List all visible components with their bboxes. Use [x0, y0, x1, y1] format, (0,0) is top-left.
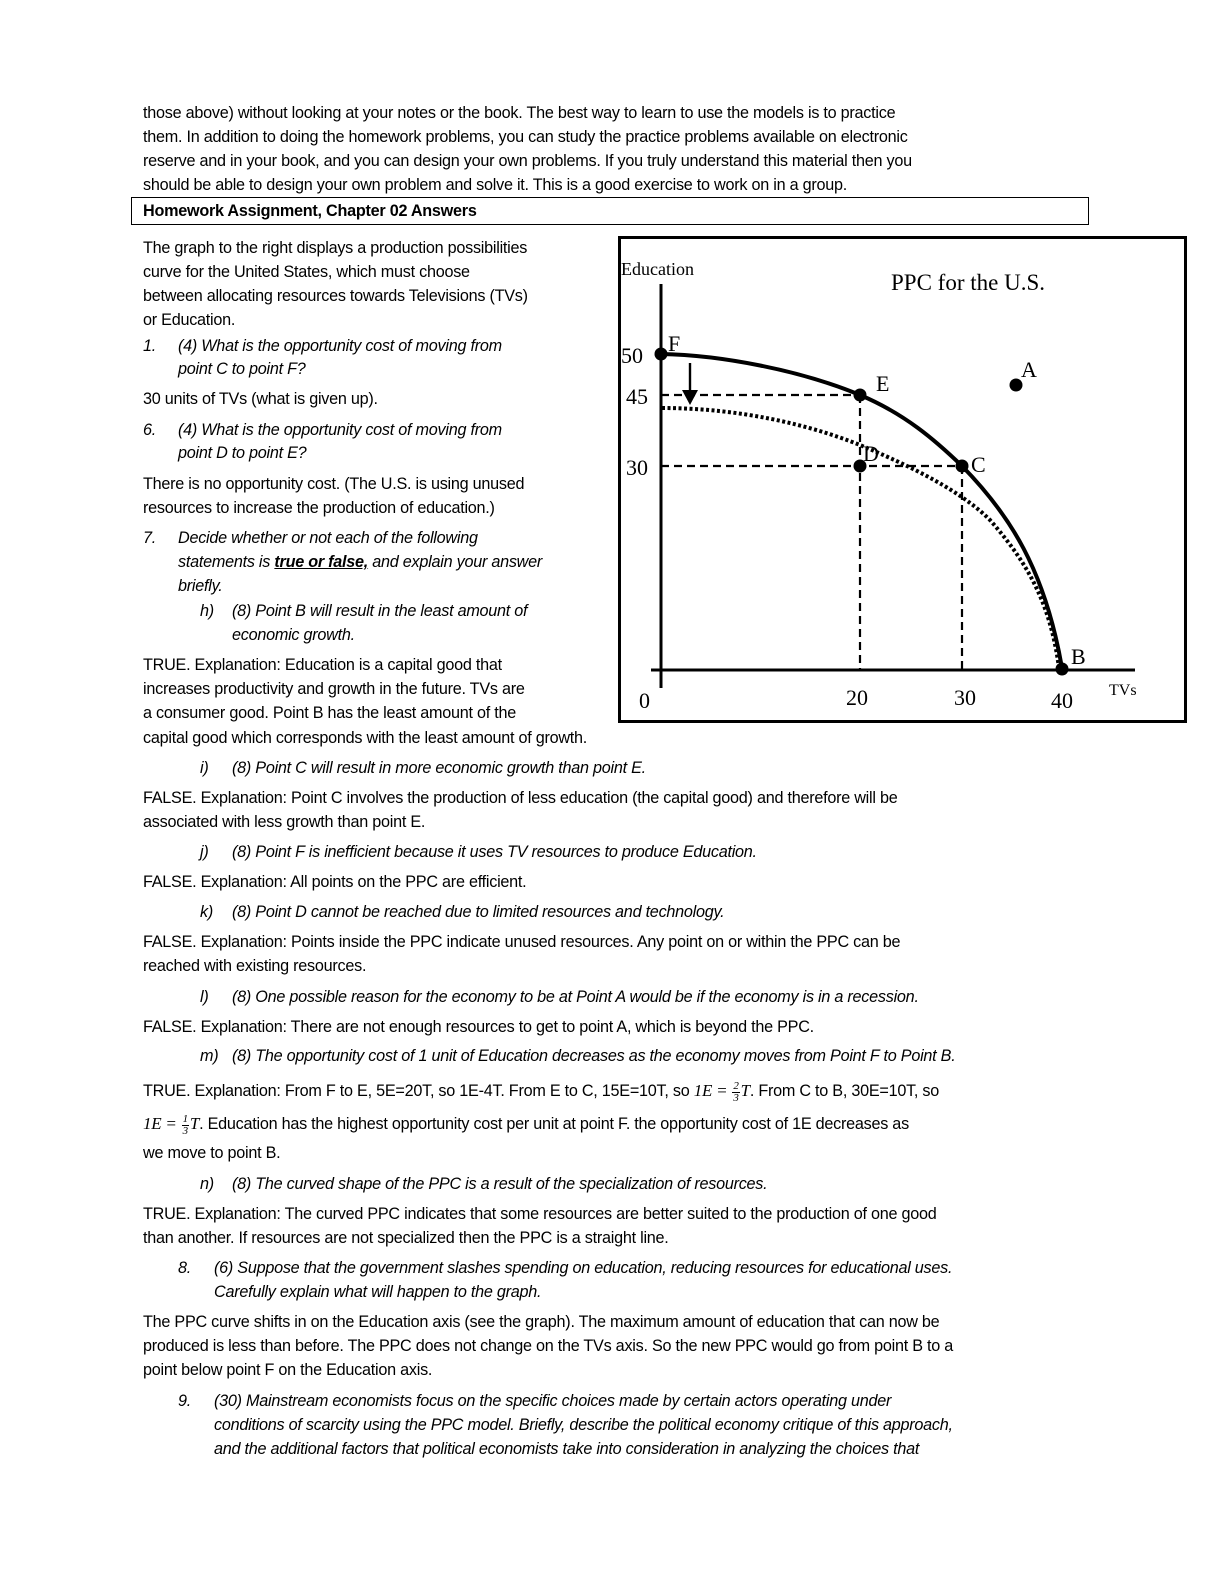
math-lhs: 1E =	[693, 1081, 728, 1100]
intro-line: reserve and in your book, and you can design your own problems. If you truly understand this material then you	[143, 152, 912, 170]
question-j: (8) Point F is inefficient because it uses TV resources to produce Education.	[232, 843, 757, 861]
intro-line: them. In addition to doing the homework problems, you can study the practice problems available on electronic	[143, 128, 908, 146]
answer-m-text: TRUE. Explanation: From F to E, 5E=20T, so 1E-4T. From E to C, 15E=10T, so	[143, 1082, 694, 1100]
question-number: l)	[200, 988, 209, 1006]
point-label-e: E	[876, 371, 890, 396]
x-tick-0: 0	[639, 688, 650, 713]
question-9: conditions of scarcity using the PPC model. Briefly, describe the political economy critique of this approach,	[214, 1416, 953, 1434]
answer-h: capital good which corresponds with the least amount of growth.	[143, 729, 588, 747]
answer-m-text: . From C to B, 30E=10T, so	[749, 1082, 940, 1100]
question-9: (30) Mainstream economists focus on the specific choices made by certain actors operating under	[214, 1392, 892, 1410]
chart-title: PPC for the U.S.	[891, 270, 1045, 295]
section-header	[131, 197, 1089, 225]
intro-line: those above) without looking at your notes or the book. The best way to learn to use the models is to practice	[143, 104, 896, 122]
x-axis-label: TVs	[1109, 682, 1137, 699]
answer-h: TRUE. Explanation: Education is a capital good that	[143, 656, 502, 674]
math-rhs: T	[189, 1114, 200, 1133]
y-tick-30: 30	[626, 455, 648, 480]
answer-m	[143, 1079, 939, 1104]
question-i: (8) Point C will result in more economic growth than point E.	[232, 759, 646, 777]
answer-j: FALSE. Explanation: All points on the PPC are efficient.	[143, 873, 527, 891]
point-label-d: D	[863, 441, 879, 466]
question-8: (6) Suppose that the government slashes spending on education, reducing resources for educational uses.	[214, 1259, 953, 1277]
question-m: (8) The opportunity cost of 1 unit of Education decreases as the economy moves from Point F to Point B.	[232, 1047, 956, 1065]
math-expression	[693, 1079, 750, 1104]
question-l: (8) One possible reason for the economy to be at Point A would be if the economy is in a recession.	[232, 988, 919, 1006]
question-h: (8) Point B will result in the least amount of	[232, 602, 528, 620]
question-8: Carefully explain what will happen to the graph.	[214, 1283, 542, 1301]
question-7: briefly.	[178, 577, 223, 595]
question-h: economic growth.	[232, 626, 355, 644]
fraction-numerator: 1	[182, 1112, 188, 1125]
question-9: and the additional factors that political economists take into consideration in analyzing the choices that	[214, 1440, 920, 1458]
lead-line: between allocating resources towards Televisions (TVs)	[143, 287, 528, 305]
answer-m-text: . Education has the highest opportunity cost per unit at point F. the opportunity cost of 1E decreases as	[199, 1115, 909, 1133]
answer-m	[143, 1112, 909, 1137]
section-header-title: Homework Assignment, Chapter 02 Answers	[143, 202, 477, 220]
math-expression	[143, 1112, 200, 1137]
x-tick-40: 40	[1051, 688, 1073, 713]
ppc-chart-svg	[621, 239, 1184, 720]
math-rhs: T	[740, 1081, 750, 1100]
answer-1: 30 units of TVs (what is given up).	[143, 390, 378, 408]
fraction	[182, 1114, 189, 1137]
answer-h: a consumer good. Point B has the least amount of the	[143, 704, 517, 722]
fraction-denominator: 3	[733, 1091, 739, 1104]
question-number: 8.	[178, 1259, 192, 1277]
lead-line: The graph to the right displays a production possibilities	[143, 239, 528, 257]
question-number: 1.	[143, 337, 157, 355]
answer-6: resources to increase the production of education.)	[143, 499, 495, 517]
y-tick-50: 50	[621, 343, 643, 368]
question-1: point C to point F?	[178, 360, 306, 378]
x-tick-20: 20	[846, 685, 868, 710]
question-k: (8) Point D cannot be reached due to limited resources and technology.	[232, 903, 725, 921]
y-axis-label: Education	[621, 259, 694, 279]
question-number: 6.	[143, 421, 157, 439]
fraction-denominator: 3	[182, 1124, 188, 1137]
lead-line: or Education.	[143, 311, 236, 329]
point-label-f: F	[668, 331, 681, 356]
question-6: (4) What is the opportunity cost of moving from	[178, 421, 502, 439]
answer-n: TRUE. Explanation: The curved PPC indicates that some resources are better suited to the production of one good	[143, 1205, 937, 1223]
x-tick-30: 30	[954, 685, 976, 710]
answer-m: we move to point B.	[143, 1144, 281, 1162]
question-number: h)	[200, 602, 214, 620]
question-7-text: and explain your answer	[368, 553, 543, 571]
answer-6: There is no opportunity cost. (The U.S. is using unused	[143, 475, 525, 493]
answer-8: point below point F on the Education axis.	[143, 1361, 433, 1379]
question-number: n)	[200, 1175, 214, 1193]
true-or-false-emphasis: true or false,	[274, 553, 369, 571]
answer-8: The PPC curve shifts in on the Education axis (see the graph). The maximum amount of education that can now be	[143, 1313, 940, 1331]
fraction	[732, 1081, 739, 1104]
question-6: point D to point E?	[178, 444, 307, 462]
question-number: k)	[200, 903, 213, 921]
answer-8: produced is less than before. The PPC does not change on the TVs axis. So the new PPC would go from point B to a	[143, 1337, 954, 1355]
lead-line: curve for the United States, which must choose	[143, 263, 470, 281]
answer-n: than another. If resources are not specialized then the PPC is a straight line.	[143, 1229, 669, 1247]
intro-line: should be able to design your own problem and solve it. This is a good exercise to work on in a group.	[143, 176, 847, 194]
question-1: (4) What is the opportunity cost of moving from	[178, 337, 502, 355]
answer-k: FALSE. Explanation: Points inside the PPC indicate unused resources. Any point on or within the PPC can be	[143, 933, 901, 951]
point-label-c: C	[971, 452, 986, 477]
math-lhs: 1E =	[143, 1114, 177, 1133]
question-number: m)	[200, 1047, 219, 1065]
question-number: j)	[200, 843, 209, 861]
question-7-text: statements is	[178, 553, 275, 571]
point-label-b: B	[1071, 644, 1086, 669]
question-number: 7.	[143, 529, 157, 547]
answer-h: increases productivity and growth in the future. TVs are	[143, 680, 525, 698]
fraction-numerator: 2	[733, 1079, 739, 1092]
question-7: Decide whether or not each of the following	[178, 529, 478, 547]
answer-i: FALSE. Explanation: Point C involves the production of less education (the capital good) and therefore will be	[143, 789, 898, 807]
ppc-chart	[618, 236, 1187, 723]
answer-l: FALSE. Explanation: There are not enough resources to get to point A, which is beyond the PPC.	[143, 1018, 814, 1036]
question-number: 9.	[178, 1392, 192, 1410]
question-7	[178, 550, 542, 574]
answer-i: associated with less growth than point E.	[143, 813, 426, 831]
point-label-a: A	[1021, 357, 1037, 382]
y-tick-45: 45	[626, 384, 648, 409]
answer-k: reached with existing resources.	[143, 957, 367, 975]
question-n: (8) The curved shape of the PPC is a result of the specialization of resources.	[232, 1175, 768, 1193]
question-number: i)	[200, 759, 209, 777]
